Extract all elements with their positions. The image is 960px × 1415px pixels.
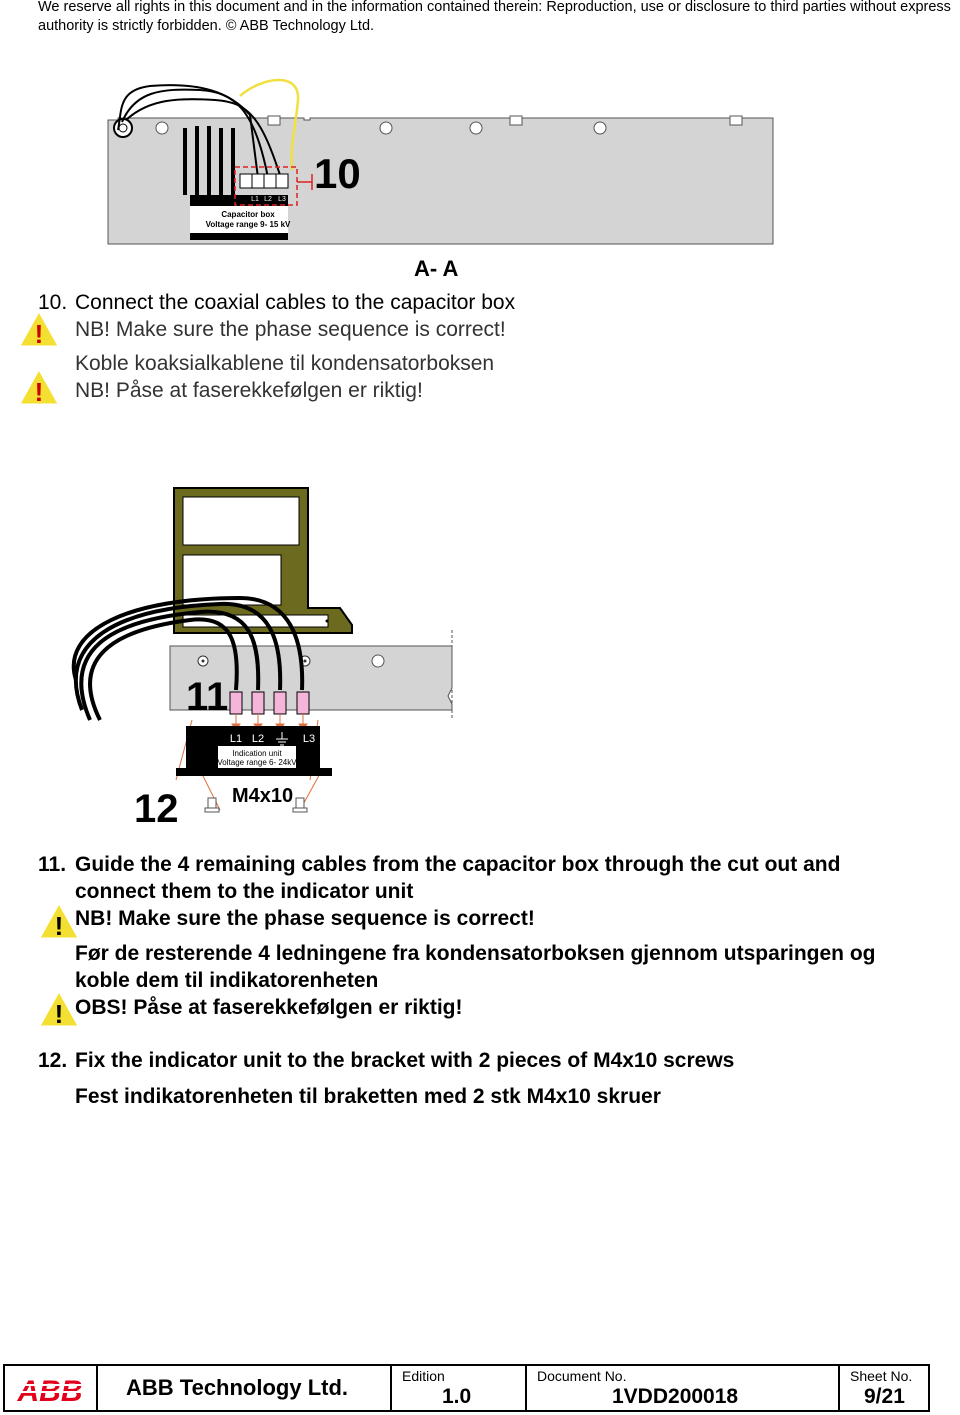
screw-label: M4x10 [232,785,294,807]
step-11-no-line1: Før de resterende 4 ledningene fra kondensatorboksen gjennom utsparingen og [75,942,876,965]
warning-icon [19,369,59,405]
phase-label-l1: L1 [251,196,259,203]
bolt-icon [268,116,280,125]
document-number-value: 1VDD200018 [612,1385,739,1408]
unit-phase-l3: L3 [302,733,316,745]
step-12-callout: 12 [134,787,179,831]
step-12 [0,1047,960,1117]
edition-cell [390,1366,525,1410]
bolt-icon [510,116,522,125]
figure-indication-unit [0,480,960,840]
disclaimer: We reserve all rights in this document and in the information contained therein: Reproduction, use or disclosure to third parties without express authority is strictly forbidden. © ABB Technology Ltd. [38,0,951,34]
sheet-number-cell [838,1366,928,1410]
step-12-number: 12. [38,1049,68,1072]
step-10-number: 10. [38,291,68,314]
warning-icon [19,311,59,347]
step-10-callout: 10 [314,150,361,197]
svg-text:!: ! [54,911,64,939]
step-11-en-line1: Guide the 4 remaining cables from the capacitor box through the cut out and [75,853,841,876]
step-11-en-line2: connect them to the indicator unit [75,880,414,903]
unit-phase-l2: L2 [251,733,265,745]
company-name: ABB Technology Ltd. [126,1375,349,1400]
step-10-en-line2: NB! Make sure the phase sequence is correct! [75,318,506,341]
footer-title-block [3,1364,930,1412]
svg-text:!: ! [34,319,44,347]
step-11 [0,851,960,1021]
capacitor-voltage-label: Voltage range 9- 15 kV [205,220,291,229]
step-11-number: 11. [38,853,67,876]
mounting-hole [470,122,482,134]
svg-text:!: ! [54,999,64,1027]
mounting-hole [380,122,392,134]
company-cell [96,1366,390,1410]
warning-icon [39,903,79,939]
document-number-label: Document No. [537,1368,627,1384]
mounting-hole [594,122,606,134]
bolt-icon [730,116,742,125]
abb-logo-text: ABB [17,1375,83,1408]
warning-icon [39,991,79,1027]
step-11-no-line3: OBS! Påse at faserekkefølgen er riktig! [75,996,463,1019]
step-10-en-line1: Connect the coaxial cables to the capacitor box [75,291,516,314]
step-11-en-line3: NB! Make sure the phase sequence is correct! [75,907,535,930]
step-10 [0,289,960,409]
step-12-en-line1: Fix the indicator unit to the bracket with 2 pieces of M4x10 screws [75,1049,735,1072]
abb-logo [5,1366,96,1410]
step-11-callout: 11 [186,675,229,719]
figure-capacitor-box [0,70,960,290]
section-label: A- A [414,256,459,281]
sheet-number-label: Sheet No. [850,1368,913,1384]
svg-text:!: ! [34,377,44,405]
edition-value: 1.0 [442,1385,472,1408]
unit-voltage-label: Voltage range 6- 24kV [217,758,297,767]
unit-phase-l1: L1 [229,733,243,745]
edition-label: Edition [402,1368,445,1384]
capacitor-box-label: Capacitor box [221,210,275,219]
document-number-cell [525,1366,838,1410]
step-11-no-line2: koble dem til indikatorenheten [75,969,379,992]
step-10-no-line1: Koble koaksialkablene til kondensatorboksen [75,352,495,375]
mounting-hole [156,122,168,134]
step-12-no-line1: Fest indikatorenheten til braketten med 2 stk M4x10 skruer [75,1085,661,1108]
step-10-no-line2: NB! Påse at faserekkefølgen er riktig! [75,379,423,402]
phase-label-l3: L3 [278,196,286,203]
unit-label: Indication unit [232,749,282,758]
sheet-number-value: 9/21 [864,1385,905,1408]
phase-label-l2: L2 [264,196,272,203]
